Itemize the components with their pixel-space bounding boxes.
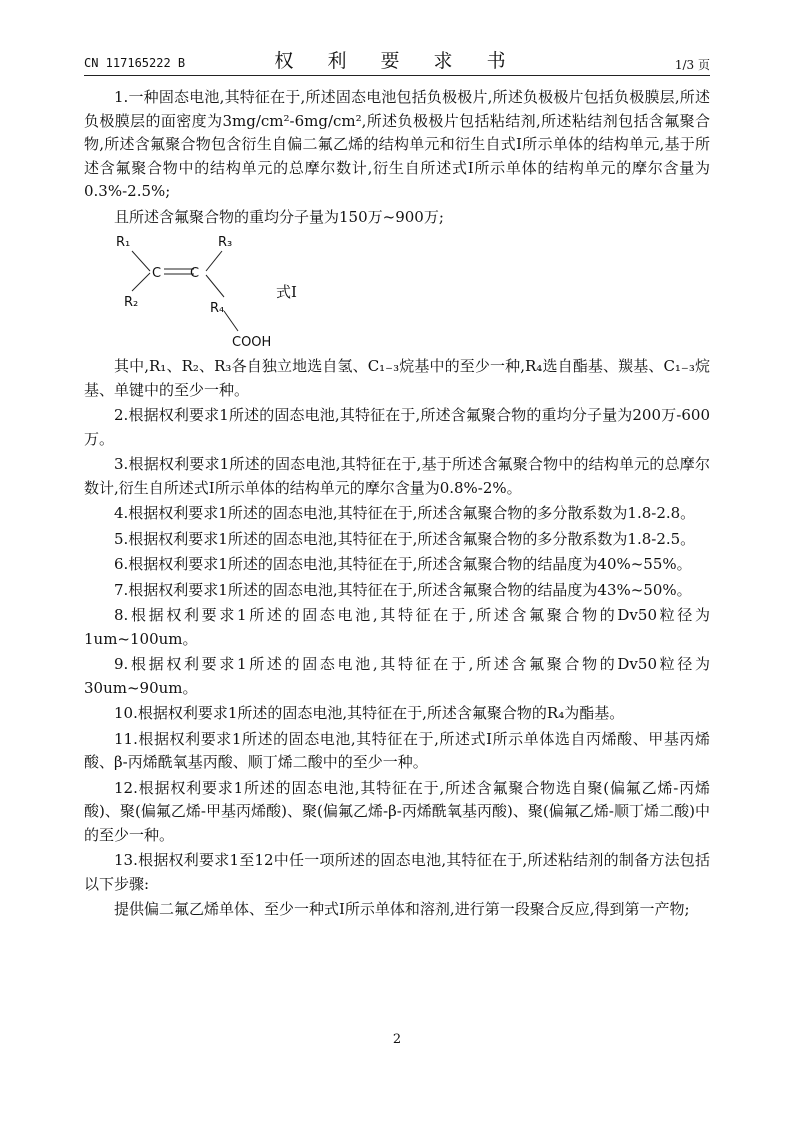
claim-4: 4.根据权利要求1所述的固态电池,其特征在于,所述含氟聚合物的多分散系数为1.8-2.8。 [114, 504, 696, 522]
page-header [84, 46, 710, 74]
claim-5: 5.根据权利要求1所述的固态电池,其特征在于,所述含氟聚合物的多分散系数为1.8-2.5。 [114, 529, 696, 548]
formula-label: 式I [276, 283, 297, 301]
claim-8: 8.根据权利要求1所述的固态电池,其特征在于,所述含氟聚合物的Dv50粒径为1um~100um。 [84, 606, 710, 648]
header-rule [84, 75, 710, 76]
formula-c-left: C [152, 266, 162, 281]
claim-11: 11.根据权利要求1所述的固态电池,其特征在于,所述式I所示单体选自丙烯酸、甲基丙烯酸、β-丙烯酰氧基丙酸、顺丁烯二酸中的至少一种。 [84, 729, 710, 771]
formula-r2: R₂ [124, 295, 139, 310]
formula-r3: R₃ [218, 235, 233, 250]
page-count: 1/3 页 [674, 58, 710, 72]
claim-9: 9.根据权利要求1所述的固态电池,其特征在于,所述含氟聚合物的Dv50粒径为30um~90um。 [84, 655, 710, 697]
claim-13: 13.根据权利要求1至12中任一项所述的固态电池,其特征在于,所述粘结剂的制备方法包括以下步骤: [84, 851, 710, 893]
claim-1-molecular-weight: 且所述含氟聚合物的重均分子量为150万~900万; [114, 207, 444, 226]
claim-13-step: 提供偏二氟乙烯单体、至少一种式I所示单体和溶剂,进行第一段聚合反应,得到第一产物; [114, 900, 690, 918]
formula-r1: R₁ [116, 235, 131, 250]
claim-1-substituents: 其中,R₁、R₂、R₃各自独立地选自氢、C₁₋₃烷基中的至少一种,R₄选自酯基、羰基、C₁₋₃烷基、单键中的至少一种。 [84, 357, 710, 399]
claim-12: 12.根据权利要求1所述的固态电池,其特征在于,所述含氟聚合物选自聚(偏氟乙烯-丙烯酸)、聚(偏氟乙烯-甲基丙烯酸)、聚(偏氟乙烯-β-丙烯酰氧基丙酸)、聚(偏氟乙烯-顺丁烯二酸)中的至少一种。 [84, 778, 710, 844]
claim-10: 10.根据权利要求1所述的固态电池,其特征在于,所述含氟聚合物的R₄为酯基。 [114, 704, 625, 722]
patent-number: CN 117165222 B [84, 56, 186, 70]
claim-2: 2.根据权利要求1所述的固态电池,其特征在于,所述含氟聚合物的重均分子量为200万-600万。 [84, 406, 710, 448]
claim-3: 3.根据权利要求1所述的固态电池,其特征在于,基于所述含氟聚合物中的结构单元的总摩尔数计,衍生自所述式I所示单体的结构单元的摩尔含量为0.8%-2%。 [84, 455, 710, 497]
page-number: 2 [392, 1032, 402, 1047]
claim-7: 7.根据权利要求1所述的固态电池,其特征在于,所述含氟聚合物的结晶度为43%~50%。 [114, 580, 692, 599]
formula-r4: R₄ [210, 301, 225, 316]
claim-6: 6.根据权利要求1所述的固态电池,其特征在于,所述含氟聚合物的结晶度为40%~55%。 [114, 555, 692, 573]
formula-cooh: COOH [232, 335, 272, 350]
formula-c-right: C [190, 266, 200, 281]
page-title: 权 利 要 求 书 [274, 50, 520, 72]
chemical-formula-I [84, 231, 710, 349]
claims-body [84, 86, 710, 924]
claim-1: 1.一种固态电池,其特征在于,所述固态电池包括负极极片,所述负极极片包括负极膜层,所述负极膜层的面密度为3mg/cm²-6mg/cm²,所述负极极片包括粘结剂,所述粘结剂包括含氟聚合物,所述含氟聚合物包含衍生自偏二氟乙烯的结构单元和衍生自式I所示单体的结构单元,基于所述含氟聚合物中的结构单元的总摩尔数计,衍生自所述式I所示单体的结构单元的摩尔含量为0.3%-2.5%; [84, 88, 710, 200]
